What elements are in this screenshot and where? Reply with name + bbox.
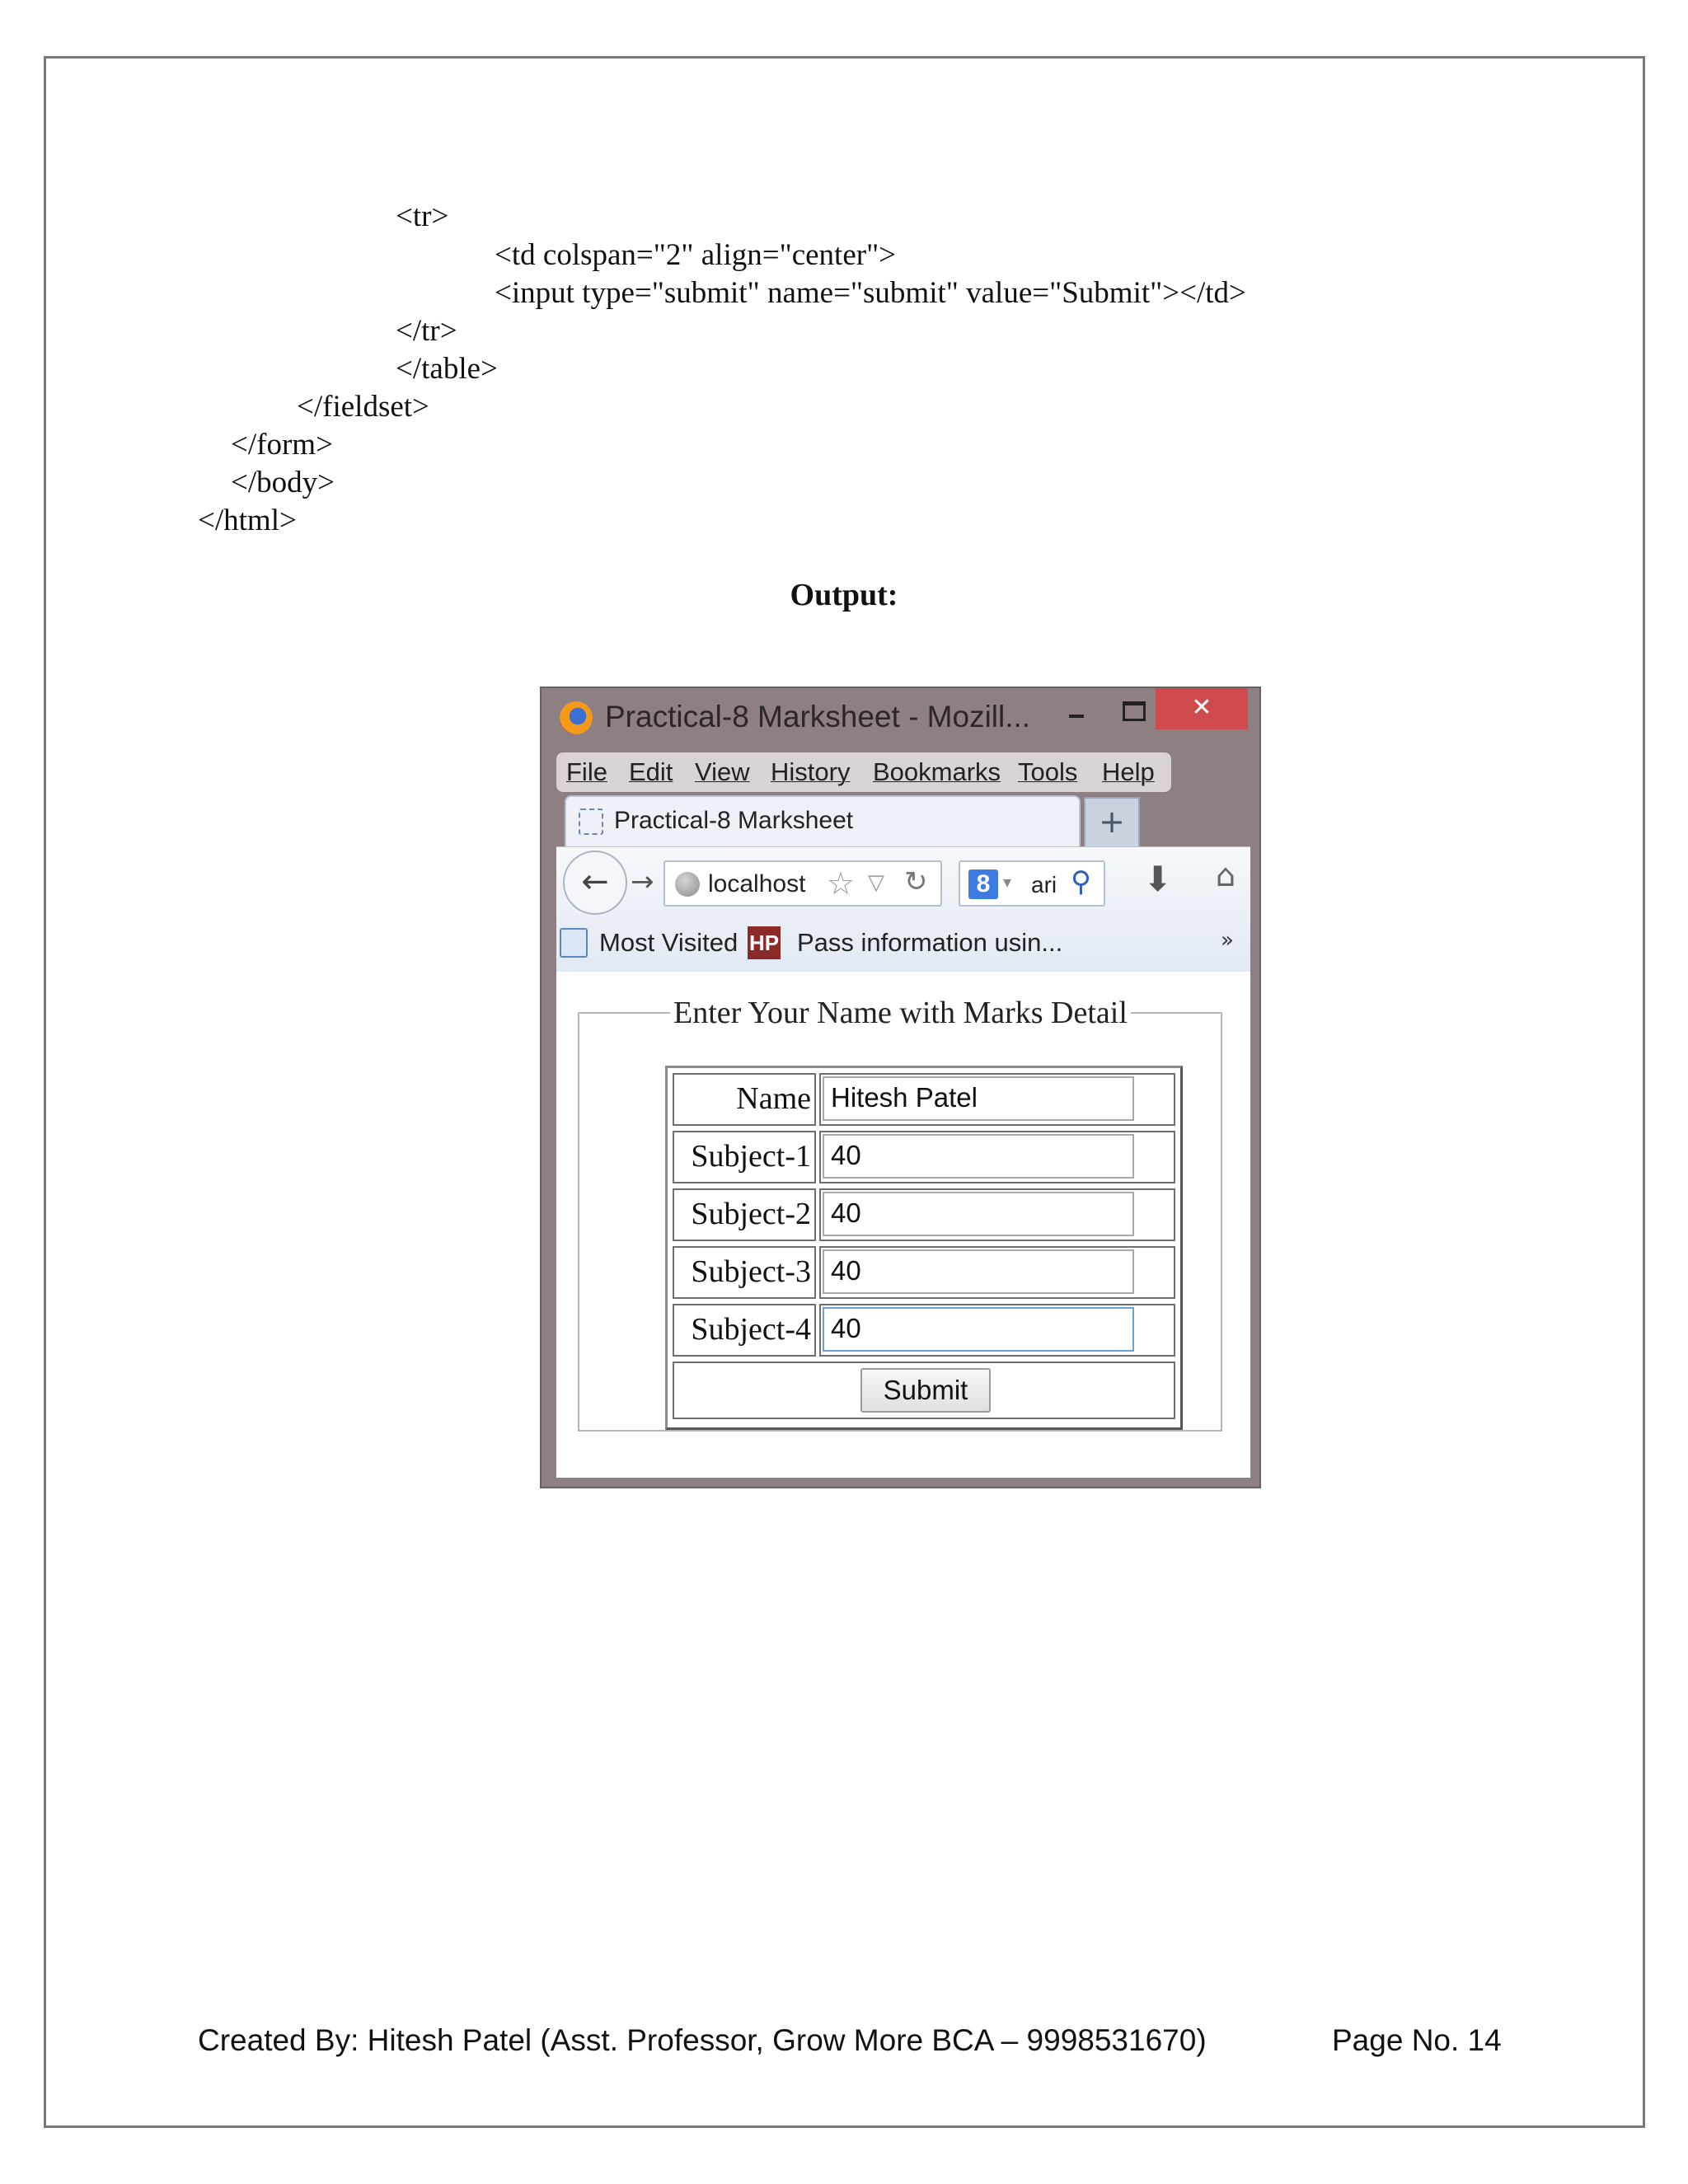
code-line: </form> [231,428,333,462]
code-line: </body> [231,466,335,499]
menu-view[interactable]: View [695,757,750,786]
overflow-chevron-icon[interactable]: » [1221,928,1234,953]
label-subject-3: Subject-3 [673,1246,816,1299]
code-line: </tr> [396,314,457,348]
reload-icon[interactable]: ↻ [904,865,928,898]
table-cell [819,1131,1175,1183]
marks-fieldset [578,995,1222,1432]
footer-credit: Created By: Hitesh Patel (Asst. Professor, Grow More BCA – 9998531670) [198,2023,1207,2057]
navigation-toolbar [556,846,1250,972]
google-icon[interactable]: 8 [968,869,998,899]
new-tab-button[interactable]: + [1084,797,1140,846]
tab-title: Practical-8 Marksheet [614,807,854,834]
download-icon[interactable]: ⬇ [1143,859,1173,899]
star-icon[interactable]: ☆ [827,865,856,902]
back-button[interactable]: ← [563,851,627,915]
search-input[interactable]: ari [1031,872,1057,898]
window-title: Practical-8 Marksheet - Mozill... [605,700,1031,733]
menu-history[interactable]: History [771,757,851,786]
subject-4-input[interactable]: 40 [823,1307,1134,1352]
label-subject-4: Subject-4 [673,1304,816,1357]
page-content [556,972,1250,1478]
bookmark-pass-information[interactable]: Pass information usin... [797,928,1063,957]
home-icon[interactable]: ⌂ [1216,857,1236,893]
label-subject-1: Subject-1 [673,1131,816,1183]
menu-help[interactable]: Help [1102,757,1155,786]
table-cell [819,1073,1175,1126]
submit-row-cell [673,1361,1175,1419]
menu-bar [556,752,1171,792]
browser-window [540,687,1261,1488]
page-number: Page No. 14 [1332,2023,1502,2057]
code-line: <td colspan="2" align="center"> [495,238,897,272]
subject-1-input[interactable]: 40 [823,1134,1134,1179]
minimize-button[interactable] [1051,688,1100,729]
hp-logo-icon: HP [748,926,781,959]
table-cell [819,1188,1175,1241]
code-line: </fieldset> [297,390,429,424]
most-visited-icon [560,928,588,958]
code-line: </table> [396,352,498,386]
menu-edit[interactable]: Edit [629,757,673,786]
search-bar[interactable] [959,860,1105,907]
maximize-button[interactable] [1106,688,1156,729]
code-line: <tr> [396,199,449,233]
marks-table [665,1066,1183,1430]
code-line: <input type="submit" name="submit" value="Submit"></td> [495,276,1246,310]
fieldset-legend: Enter Your Name with Marks Detail [673,996,1128,1030]
search-icon[interactable]: ⚲ [1071,865,1091,898]
label-name: Name [673,1073,816,1126]
menu-bookmarks[interactable]: Bookmarks [873,757,1001,786]
code-line: </html> [198,504,297,537]
menu-tools[interactable]: Tools [1018,757,1078,786]
tab-practical-8-marksheet[interactable] [565,795,1081,846]
globe-icon [675,872,700,897]
url-bar[interactable] [663,860,942,907]
submit-button[interactable]: Submit [860,1368,991,1413]
forward-button[interactable]: → [631,865,654,898]
bookmark-most-visited[interactable]: Most Visited [599,928,738,957]
dropdown-icon[interactable]: ▽ [868,870,884,895]
url-text: localhost [708,870,806,898]
subject-3-input[interactable]: 40 [823,1249,1134,1294]
firefox-logo-icon [560,701,593,734]
table-cell [819,1246,1175,1299]
search-engine-dropdown-icon[interactable]: ▾ [1003,872,1012,892]
title-bar [542,688,1259,749]
table-cell [819,1304,1175,1357]
output-heading: Output: [790,578,898,612]
menu-file[interactable]: File [566,757,607,786]
name-input[interactable]: Hitesh Patel [823,1076,1134,1121]
page-icon [579,808,603,835]
bookmarks-toolbar [556,916,1250,971]
subject-2-input[interactable]: 40 [823,1192,1134,1236]
label-subject-2: Subject-2 [673,1188,816,1241]
close-button[interactable]: ✕ [1156,688,1248,729]
